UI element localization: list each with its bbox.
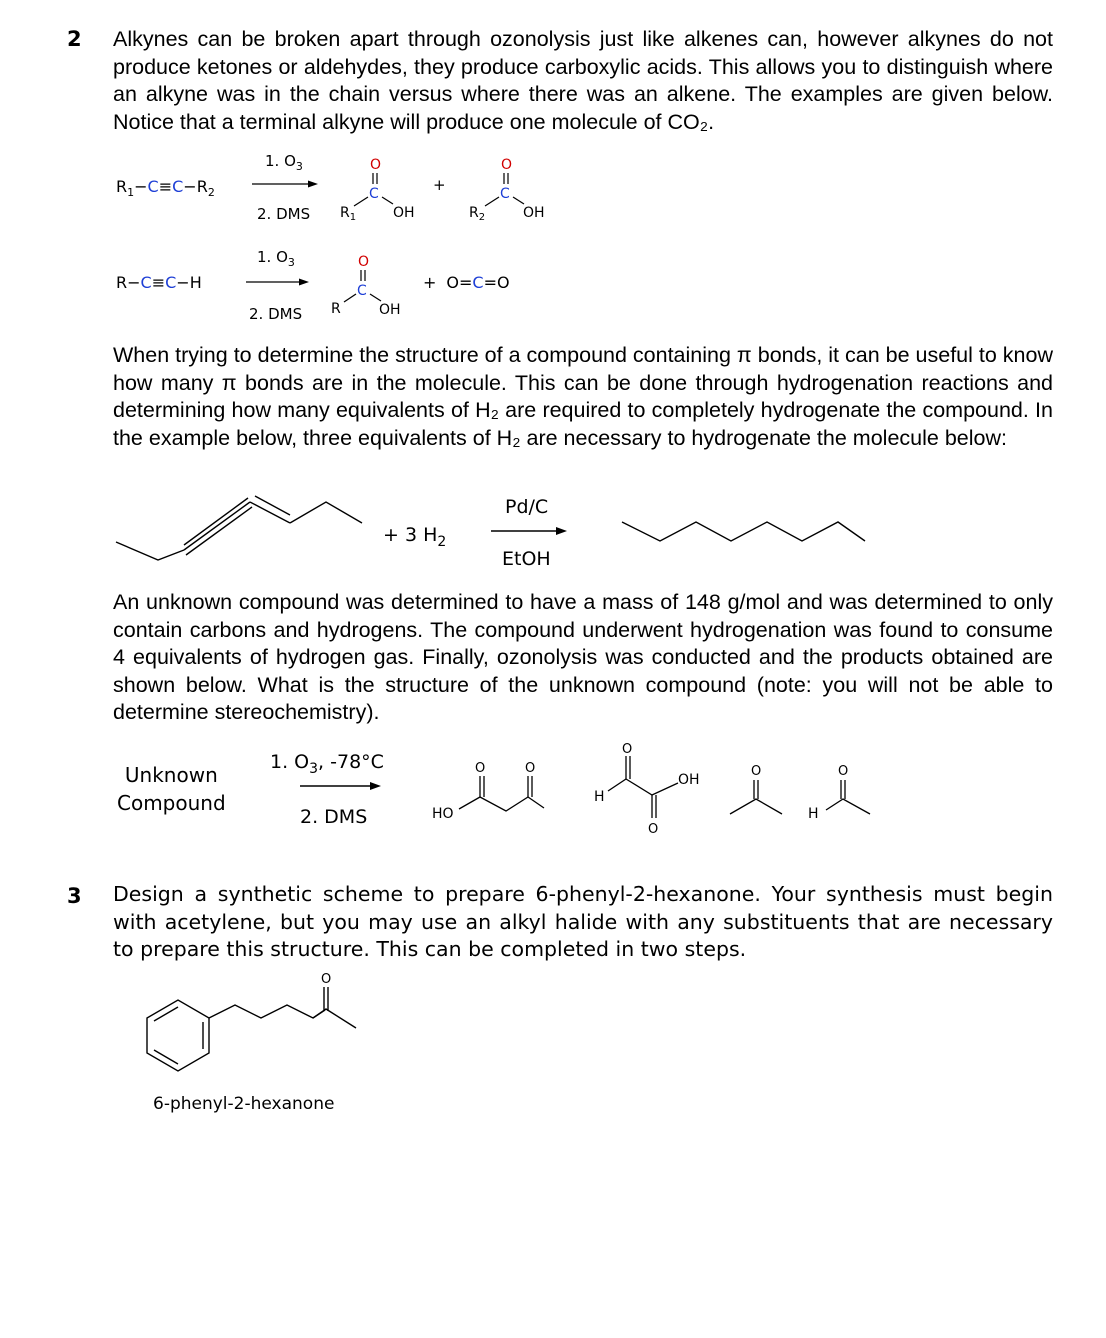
- rxn1-step1-label: 1. $O_3$: [265, 152, 303, 173]
- alkyl-chain: [209, 1005, 325, 1018]
- product-b-h: H: [594, 789, 605, 805]
- terminal-alkyne-label: R−C≡C−H: [116, 273, 202, 292]
- product-a-ho: HO: [432, 806, 454, 822]
- ozonolysis-product-a: [459, 776, 544, 811]
- svg-text:C: C: [369, 186, 379, 202]
- svg-text:R: R: [331, 301, 341, 317]
- svg-text:R1: $R_1$: [340, 205, 357, 223]
- ozonolysis-step1: 1. $O_3$, -78°C: [270, 751, 384, 777]
- svg-text:C: C: [357, 283, 367, 299]
- hexane-product: [622, 522, 865, 541]
- aldehyde-h: H: [808, 806, 819, 822]
- terminal-alkyne-ozonolysis-scheme: [100, 240, 560, 330]
- structure-caption: 6-phenyl-2-hexanone: [153, 1094, 335, 1114]
- svg-text:C: C: [500, 186, 510, 202]
- rxn2-step1-label: 1. $O_3$: [257, 248, 295, 269]
- ketone-oxygen: O: [321, 972, 332, 987]
- ozonolysis-step2: 2. DMS: [300, 806, 368, 828]
- q3-paragraph: Design a synthetic scheme to prepare 6-phenyl-2-hexanone. Your synthesis must begin with acetylene, but you may use an alkyl halide with any substituents that are necessary to prepare this structure. This can be completed in two steps.: [113, 882, 1053, 961]
- carboxylic-acid-product-1: [340, 157, 415, 223]
- 6-phenyl-2-hexanone-structure: [100, 965, 380, 1080]
- question-number-3: 3: [67, 884, 82, 908]
- svg-text:O: O: [370, 157, 382, 173]
- carboxylic-acid-product-terminal: [331, 254, 401, 318]
- svg-text:OH: OH: [393, 205, 415, 221]
- q2-intro-paragraph: Alkynes can be broken apart through ozonolysis just like alkenes can, however alkynes do not produce ketones or aldehydes, they produce carboxylic acids. This allows you to distinguish where an alkyne was in the chain versus where there was an alkene. The examples are given below. Notice that a terminal alkyne will produce one molecule of CO₂.: [113, 27, 1053, 134]
- ketone-methyl: [313, 1009, 356, 1028]
- svg-text:R2: $R_2$: [469, 205, 486, 223]
- internal-alkyne-ozonolysis-scheme: [100, 140, 620, 235]
- rxn2-step2-label: 2. DMS: [249, 305, 303, 323]
- aldehyde-o: O: [838, 764, 849, 779]
- unknown-label-line1: Unknown: [124, 763, 218, 787]
- unknown-label-line2: Compound: [117, 791, 226, 815]
- hydro-arrow-head: [556, 527, 567, 535]
- unknown-compound-label: [117, 761, 226, 817]
- ozonolysis-product-acetone: [730, 780, 782, 814]
- carboxylic-acid-product-2: [469, 157, 545, 223]
- product-b-o2: O: [648, 822, 659, 837]
- r1-label: $R_1-C\equiv C-R_2$: [116, 177, 215, 199]
- hydrogenation-scheme: [100, 485, 880, 575]
- ozonolysis-product-b: [608, 756, 678, 818]
- svg-text:OH: OH: [379, 302, 401, 318]
- hydrogen-reagent: + 3 $H_2$: [383, 524, 447, 550]
- svg-text:O: O: [501, 157, 513, 173]
- product-a-o2: O: [525, 761, 536, 776]
- product-a-o1: O: [475, 761, 486, 776]
- rxn1-plus: +: [433, 176, 446, 194]
- carbon-dioxide-product: + O=C=O: [423, 273, 510, 292]
- solvent-label: EtOH: [502, 548, 551, 570]
- rxn1-arrow-head: [308, 181, 318, 188]
- enyne-reactant: [116, 496, 362, 560]
- question-number-2: 2: [67, 27, 82, 51]
- rxn1-step2-label: 2. DMS: [257, 205, 311, 223]
- ozonolysis-product-aldehyde: [826, 780, 870, 814]
- product-b-oh: OH: [678, 772, 700, 788]
- benzene-ring: [147, 1000, 209, 1071]
- acetone-o: O: [751, 764, 762, 779]
- ozonolysis-arrow-head: [370, 782, 381, 790]
- unknown-ozonolysis-scheme: [260, 738, 900, 848]
- catalyst-label: Pd/C: [505, 496, 549, 518]
- product-b-o1: O: [622, 742, 633, 757]
- unknown-compound-paragraph: An unknown compound was determined to have a mass of 148 g/mol and was determined to only contain carbons and hydrogens. The compound underwent hydrogenation was found to consume 4 equivalents of hydrogen gas. Finally, ozonolysis was conducted and the products obtained are shown below. What is the structure of the unknown compound (note: you will not be able to determine stereochemistry).: [113, 590, 1053, 724]
- svg-text:OH: OH: [523, 205, 545, 221]
- svg-text:O: O: [358, 254, 370, 270]
- hydrogenation-paragraph: When trying to determine the structure of a compound containing π bonds, it can be useful to know how many π bonds are in the molecule. This can be done through hydrogenation reactions and determining how many equivalents of H₂ are required to completely hydrogenate the compound. In the example below, three equivalents of H₂ are necessary to hydrogenate the molecule below:: [113, 343, 1053, 450]
- rxn2-arrow-head: [299, 279, 309, 286]
